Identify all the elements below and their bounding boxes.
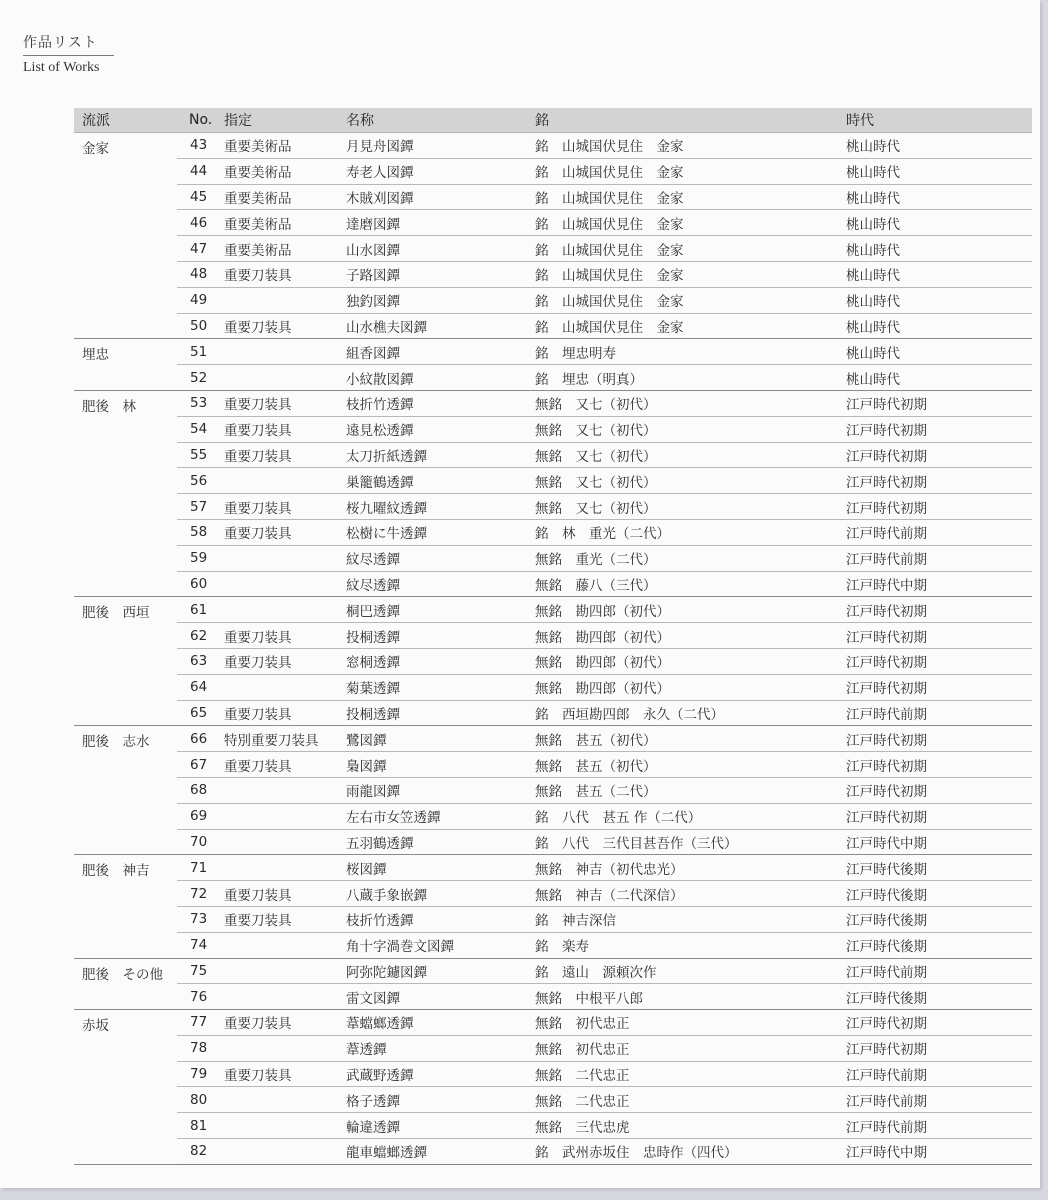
period-cell: 江戸時代後期 [846,881,1032,907]
work-number-cell: 71 [177,855,224,881]
work-number-cell: 80 [177,1087,224,1113]
period-cell: 江戸時代初期 [846,416,1032,442]
table-header-row [74,108,1032,133]
work-number-cell: 81 [177,1113,224,1139]
table-row [74,700,1032,726]
work-name-cell: 松樹に牛透鐔 [346,519,535,545]
school-cell: 肥後 その他 [74,958,177,1010]
work-number-cell: 46 [177,210,224,236]
school-cell: 金家 [74,133,177,339]
signature-cell: 銘 山城国伏見住 金家 [535,133,846,159]
work-number-cell: 57 [177,494,224,520]
designation-cell [224,1087,346,1113]
designation-cell: 重要刀装具 [224,1061,346,1087]
work-number-cell: 79 [177,1061,224,1087]
signature-cell: 銘 山城国伏見住 金家 [535,313,846,339]
period-cell: 江戸時代初期 [846,674,1032,700]
table-row [74,261,1032,287]
signature-cell: 銘 山城国伏見住 金家 [535,261,846,287]
table-row [74,158,1032,184]
work-name-cell: 巣籠鶴透鐔 [346,468,535,494]
work-name-cell: 窓桐透鐔 [346,648,535,674]
signature-cell: 無銘 二代忠正 [535,1061,846,1087]
work-number-cell: 50 [177,313,224,339]
period-cell: 江戸時代初期 [846,803,1032,829]
page-title-ja: 作品リスト [23,35,98,51]
period-cell: 桃山時代 [846,133,1032,159]
work-number-cell: 54 [177,416,224,442]
table-row [74,313,1032,339]
column-header-period: 時代 [846,108,1032,133]
signature-cell: 銘 埋忠（明真） [535,365,846,391]
designation-cell: 重要美術品 [224,210,346,236]
signature-cell: 無銘 二代忠正 [535,1087,846,1113]
table-row [74,1087,1032,1113]
period-cell: 江戸時代前期 [846,1113,1032,1139]
designation-cell [224,1139,346,1165]
designation-cell: 重要美術品 [224,184,346,210]
table-row [74,468,1032,494]
designation-cell [224,984,346,1010]
table-row [74,752,1032,778]
header-rule [23,55,114,56]
signature-cell: 無銘 又七（初代） [535,390,846,416]
school-cell: 肥後 西垣 [74,597,177,726]
table-row [74,236,1032,262]
table-row [74,829,1032,855]
work-name-cell: 桜九曜紋透鐔 [346,494,535,520]
work-number-cell: 56 [177,468,224,494]
designation-cell: 重要刀装具 [224,416,346,442]
designation-cell [224,1035,346,1061]
signature-cell: 銘 林 重光（二代） [535,519,846,545]
designation-cell [224,365,346,391]
work-number-cell: 72 [177,881,224,907]
table-row [74,133,1032,159]
work-number-cell: 62 [177,623,224,649]
period-cell: 江戸時代前期 [846,1061,1032,1087]
table-row [74,287,1032,313]
designation-cell: 重要刀装具 [224,881,346,907]
period-cell: 江戸時代後期 [846,984,1032,1010]
table-row [74,1010,1032,1036]
designation-cell [224,932,346,958]
work-name-cell: 葦透鐔 [346,1035,535,1061]
work-number-cell: 48 [177,261,224,287]
signature-cell: 銘 山城国伏見住 金家 [535,287,846,313]
period-cell: 江戸時代初期 [846,1010,1032,1036]
designation-cell: 重要刀装具 [224,906,346,932]
signature-cell: 銘 山城国伏見住 金家 [535,158,846,184]
signature-cell: 無銘 勘四郎（初代） [535,648,846,674]
work-name-cell: 月見舟図鐔 [346,133,535,159]
work-number-cell: 78 [177,1035,224,1061]
period-cell: 江戸時代初期 [846,494,1032,520]
work-number-cell: 63 [177,648,224,674]
designation-cell: 重要刀装具 [224,313,346,339]
signature-cell: 無銘 初代忠正 [535,1035,846,1061]
period-cell: 江戸時代前期 [846,958,1032,984]
work-name-cell: 組香図鐔 [346,339,535,365]
work-name-cell: 武蔵野透鐔 [346,1061,535,1087]
period-cell: 江戸時代初期 [846,468,1032,494]
designation-cell [224,339,346,365]
designation-cell: 重要美術品 [224,133,346,159]
work-name-cell: 小紋散図鐔 [346,365,535,391]
period-cell: 江戸時代前期 [846,1087,1032,1113]
works-table-body [74,133,1032,1165]
table-row [74,519,1032,545]
period-cell: 江戸時代初期 [846,597,1032,623]
work-name-cell: 独釣図鐔 [346,287,535,313]
table-row [74,442,1032,468]
period-cell: 江戸時代初期 [846,648,1032,674]
table-row [74,416,1032,442]
designation-cell [224,958,346,984]
work-name-cell: 角十字渦巻文図鐔 [346,932,535,958]
period-cell: 江戸時代初期 [846,442,1032,468]
school-cell: 埋忠 [74,339,177,391]
signature-cell: 銘 神吉深信 [535,906,846,932]
table-row [74,984,1032,1010]
work-number-cell: 65 [177,700,224,726]
work-name-cell: 格子透鐔 [346,1087,535,1113]
table-row [74,855,1032,881]
signature-cell: 無銘 中根平八郎 [535,984,846,1010]
table-row [74,906,1032,932]
designation-cell: 重要刀装具 [224,494,346,520]
work-name-cell: 枝折竹透鐔 [346,390,535,416]
table-row [74,571,1032,597]
period-cell: 江戸時代中期 [846,829,1032,855]
work-number-cell: 74 [177,932,224,958]
signature-cell: 無銘 甚五（初代） [535,726,846,752]
work-name-cell: 八蔵手象嵌鐔 [346,881,535,907]
designation-cell [224,855,346,881]
work-number-cell: 61 [177,597,224,623]
designation-cell: 重要刀装具 [224,623,346,649]
period-cell: 桃山時代 [846,313,1032,339]
signature-cell: 銘 八代 甚五 作（二代） [535,803,846,829]
work-name-cell: 紋尽透鐔 [346,545,535,571]
designation-cell [224,597,346,623]
school-cell: 肥後 志水 [74,726,177,855]
signature-cell: 銘 遠山 源頼次作 [535,958,846,984]
work-name-cell: 阿弥陀鑢図鐔 [346,958,535,984]
work-name-cell: 菊葉透鐔 [346,674,535,700]
work-number-cell: 51 [177,339,224,365]
period-cell: 桃山時代 [846,184,1032,210]
period-cell: 江戸時代中期 [846,571,1032,597]
signature-cell: 無銘 初代忠正 [535,1010,846,1036]
work-number-cell: 49 [177,287,224,313]
work-name-cell: 梟図鐔 [346,752,535,778]
page-header [23,34,99,77]
period-cell: 江戸時代初期 [846,726,1032,752]
table-row [74,803,1032,829]
work-name-cell: 達磨図鐔 [346,210,535,236]
work-name-cell: 遠見松透鐔 [346,416,535,442]
signature-cell: 銘 西垣勘四郎 永久（二代） [535,700,846,726]
table-row [74,1139,1032,1165]
designation-cell [224,545,346,571]
work-number-cell: 76 [177,984,224,1010]
signature-cell: 銘 山城国伏見住 金家 [535,210,846,236]
designation-cell: 重要刀装具 [224,442,346,468]
signature-cell: 無銘 勘四郎（初代） [535,623,846,649]
period-cell: 江戸時代前期 [846,519,1032,545]
signature-cell: 無銘 重光（二代） [535,545,846,571]
designation-cell: 重要刀装具 [224,752,346,778]
designation-cell: 重要刀装具 [224,261,346,287]
period-cell: 江戸時代初期 [846,623,1032,649]
signature-cell: 無銘 甚五（初代） [535,752,846,778]
work-name-cell: 雨龍図鐔 [346,777,535,803]
work-name-cell: 龍車蟷螂透鐔 [346,1139,535,1165]
designation-cell [224,1113,346,1139]
work-name-cell: 子路図鐔 [346,261,535,287]
work-number-cell: 45 [177,184,224,210]
period-cell: 桃山時代 [846,365,1032,391]
column-header-designation: 指定 [224,108,346,133]
work-name-cell: 左右市女笠透鐔 [346,803,535,829]
work-name-cell: 投桐透鐔 [346,623,535,649]
period-cell: 江戸時代前期 [846,700,1032,726]
period-cell: 江戸時代初期 [846,777,1032,803]
work-name-cell: 寿老人図鐔 [346,158,535,184]
period-cell: 江戸時代後期 [846,932,1032,958]
designation-cell: 重要刀装具 [224,519,346,545]
period-cell: 江戸時代中期 [846,1139,1032,1165]
signature-cell: 無銘 神吉（二代深信） [535,881,846,907]
designation-cell [224,674,346,700]
table-row [74,365,1032,391]
school-cell: 肥後 神吉 [74,855,177,958]
table-row [74,1061,1032,1087]
column-header-school: 流派 [74,108,177,133]
work-number-cell: 68 [177,777,224,803]
work-name-cell: 枝折竹透鐔 [346,906,535,932]
signature-cell: 無銘 神吉（初代忠光） [535,855,846,881]
work-number-cell: 69 [177,803,224,829]
signature-cell: 銘 楽寿 [535,932,846,958]
work-name-cell: 山水樵夫図鐔 [346,313,535,339]
works-table [74,108,1032,1165]
designation-cell: 重要刀装具 [224,390,346,416]
table-row [74,184,1032,210]
designation-cell: 重要美術品 [224,236,346,262]
designation-cell [224,803,346,829]
signature-cell: 銘 武州赤坂住 忠時作（四代） [535,1139,846,1165]
work-name-cell: 桜図鐔 [346,855,535,881]
period-cell: 桃山時代 [846,210,1032,236]
work-number-cell: 53 [177,390,224,416]
work-name-cell: 葦蟷螂透鐔 [346,1010,535,1036]
period-cell: 桃山時代 [846,236,1032,262]
work-number-cell: 44 [177,158,224,184]
work-number-cell: 82 [177,1139,224,1165]
table-row [74,777,1032,803]
signature-cell: 無銘 又七（初代） [535,468,846,494]
table-row [74,390,1032,416]
designation-cell [224,287,346,313]
designation-cell [224,829,346,855]
table-row [74,932,1032,958]
school-cell: 赤坂 [74,1010,177,1165]
period-cell: 江戸時代初期 [846,390,1032,416]
signature-cell: 無銘 甚五（二代） [535,777,846,803]
signature-cell: 無銘 三代忠虎 [535,1113,846,1139]
designation-cell: 重要美術品 [224,158,346,184]
page-title-en: List of Works [23,60,100,75]
work-name-cell: 投桐透鐔 [346,700,535,726]
designation-cell [224,571,346,597]
table-row [74,881,1032,907]
signature-cell: 無銘 又七（初代） [535,494,846,520]
work-name-cell: 紋尽透鐔 [346,571,535,597]
work-number-cell: 47 [177,236,224,262]
signature-cell: 銘 山城国伏見住 金家 [535,184,846,210]
signature-cell: 無銘 又七（初代） [535,442,846,468]
school-cell: 肥後 林 [74,390,177,596]
work-number-cell: 55 [177,442,224,468]
work-number-cell: 67 [177,752,224,778]
table-row [74,648,1032,674]
table-row [74,545,1032,571]
column-header-name: 名称 [346,108,535,133]
table-row [74,623,1032,649]
signature-cell: 銘 八代 三代目甚吾作（三代） [535,829,846,855]
signature-cell: 無銘 又七（初代） [535,416,846,442]
work-number-cell: 52 [177,365,224,391]
work-number-cell: 75 [177,958,224,984]
table-row [74,1035,1032,1061]
period-cell: 江戸時代前期 [846,545,1032,571]
designation-cell: 重要刀装具 [224,648,346,674]
period-cell: 桃山時代 [846,339,1032,365]
designation-cell [224,468,346,494]
table-row [74,674,1032,700]
work-name-cell: 山水図鐔 [346,236,535,262]
table-row [74,210,1032,236]
designation-cell: 重要刀装具 [224,700,346,726]
table-row [74,339,1032,365]
table-row [74,1113,1032,1139]
period-cell: 江戸時代後期 [846,855,1032,881]
table-row [74,494,1032,520]
work-number-cell: 77 [177,1010,224,1036]
table-row [74,958,1032,984]
period-cell: 江戸時代後期 [846,906,1032,932]
work-number-cell: 66 [177,726,224,752]
work-number-cell: 43 [177,133,224,159]
signature-cell: 銘 埋忠明寿 [535,339,846,365]
signature-cell: 無銘 勘四郎（初代） [535,674,846,700]
work-name-cell: 木賊刈図鐔 [346,184,535,210]
designation-cell: 特別重要刀装具 [224,726,346,752]
column-header-signature: 銘 [535,108,846,133]
work-name-cell: 桐巴透鐔 [346,597,535,623]
work-number-cell: 70 [177,829,224,855]
period-cell: 桃山時代 [846,287,1032,313]
work-name-cell: 鷺図鐔 [346,726,535,752]
work-number-cell: 64 [177,674,224,700]
work-name-cell: 五羽鶴透鐔 [346,829,535,855]
period-cell: 江戸時代初期 [846,1035,1032,1061]
designation-cell: 重要刀装具 [224,1010,346,1036]
work-number-cell: 73 [177,906,224,932]
table-row [74,597,1032,623]
work-name-cell: 輪違透鐔 [346,1113,535,1139]
signature-cell: 無銘 勘四郎（初代） [535,597,846,623]
table-row [74,726,1032,752]
work-number-cell: 58 [177,519,224,545]
signature-cell: 銘 山城国伏見住 金家 [535,236,846,262]
period-cell: 桃山時代 [846,158,1032,184]
work-name-cell: 太刀折紙透鐔 [346,442,535,468]
work-number-cell: 60 [177,571,224,597]
period-cell: 江戸時代初期 [846,752,1032,778]
designation-cell [224,777,346,803]
period-cell: 桃山時代 [846,261,1032,287]
work-name-cell: 雷文図鐔 [346,984,535,1010]
work-number-cell: 59 [177,545,224,571]
column-header-no: No. [177,108,224,133]
signature-cell: 無銘 藤八（三代） [535,571,846,597]
